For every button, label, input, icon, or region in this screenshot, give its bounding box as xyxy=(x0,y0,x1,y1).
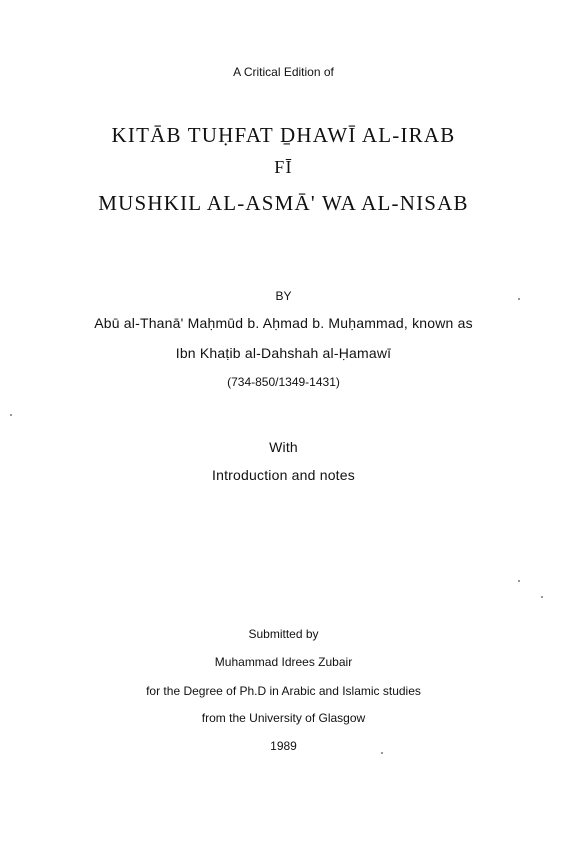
author-dates: (734-850/1349-1431) xyxy=(227,375,340,389)
by-label: BY xyxy=(275,289,292,303)
author-name-line-2: Ibn Khaṭib al-Dahshah al-Ḥamawī xyxy=(175,345,392,361)
edition-intro: A Critical Edition of xyxy=(233,65,334,79)
book-title-line-1: KITĀB TUḤFAT ḎHAWĪ AL-IRAB xyxy=(111,123,456,147)
scan-speck xyxy=(10,414,12,416)
author-name-line-1: Abū al-Thanā' Maḥmūd b. Aḥmad b. Muḥammad, known as xyxy=(94,315,473,331)
scan-speck xyxy=(518,580,520,582)
degree-statement: for the Degree of Ph.D in Arabic and Islamic studies xyxy=(146,684,421,698)
year: 1989 xyxy=(270,739,297,753)
book-title-line-3: MUSHKIL AL-ASMĀ' WA AL-NISAB xyxy=(98,191,469,215)
scan-speck xyxy=(381,752,383,754)
university-statement: from the University of Glasgow xyxy=(201,711,366,725)
submitted-by-label: Submitted by xyxy=(248,627,319,641)
book-title-line-2: FĪ xyxy=(274,157,293,177)
submitter-name: Muhammad Idrees Zubair xyxy=(214,655,353,669)
introduction-notes: Introduction and notes xyxy=(212,467,355,483)
scan-speck xyxy=(518,298,520,300)
with-label: With xyxy=(269,439,298,455)
scan-speck xyxy=(541,596,543,598)
